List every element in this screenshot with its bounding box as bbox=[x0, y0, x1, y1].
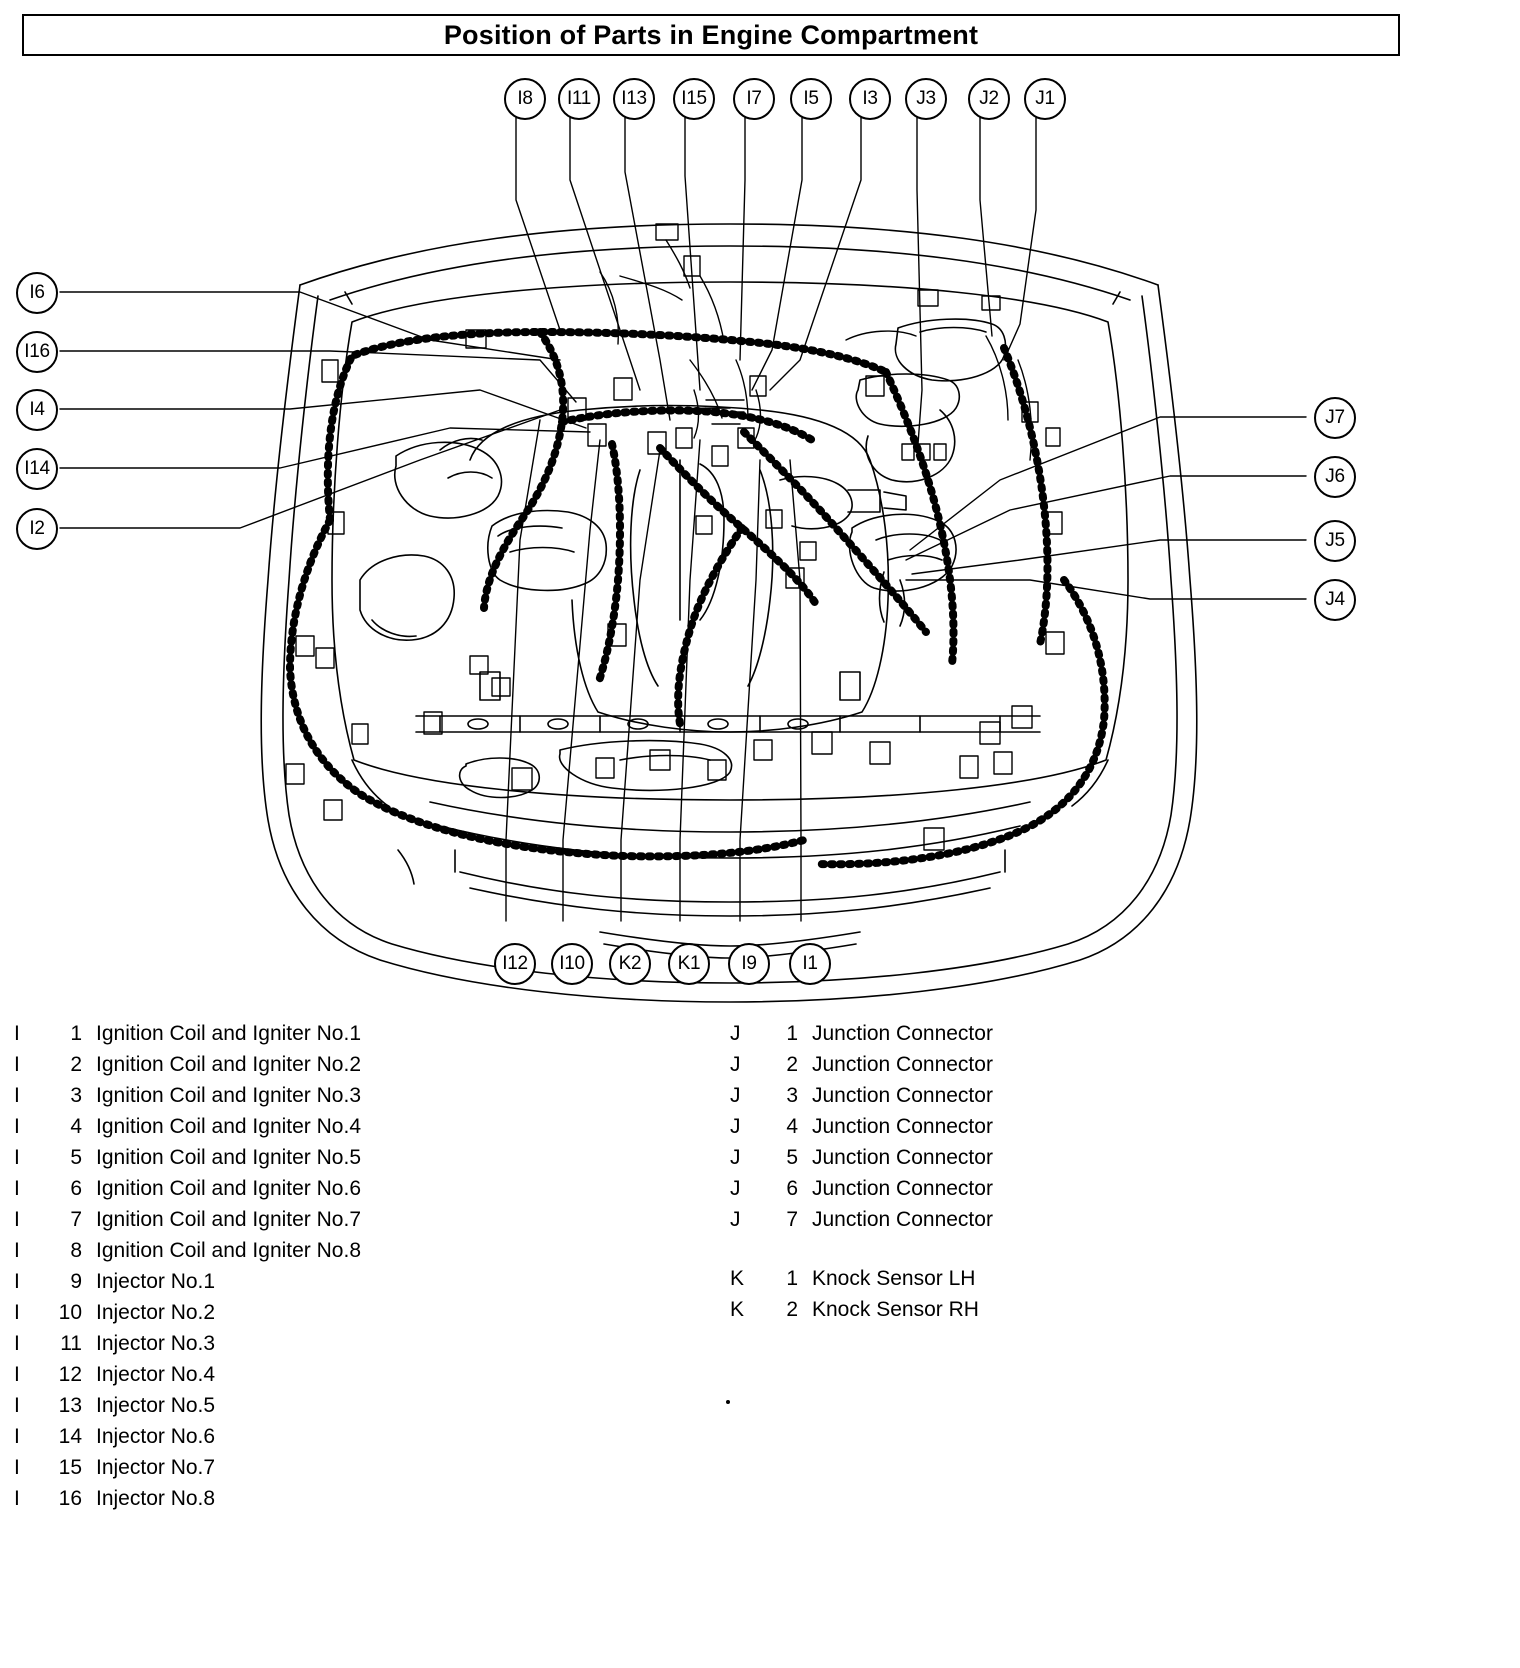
legend-code-number: 13 bbox=[58, 1394, 82, 1417]
legend-label: Junction Connector bbox=[812, 1146, 993, 1169]
list-item bbox=[730, 1298, 1430, 1329]
callout-j2[interactable]: J2 bbox=[968, 78, 1010, 120]
legend-label: Ignition Coil and Igniter No.1 bbox=[96, 1022, 361, 1045]
legend-code-number: 6 bbox=[786, 1177, 798, 1200]
legend-column-jk bbox=[730, 1022, 1430, 1329]
page-marker-dot bbox=[726, 1400, 730, 1404]
callout-i13[interactable]: I13 bbox=[613, 78, 655, 120]
page-title-bar bbox=[22, 14, 1400, 56]
callout-j4[interactable]: J4 bbox=[1314, 579, 1356, 621]
list-item bbox=[730, 1208, 1430, 1239]
callout-k1[interactable]: K1 bbox=[668, 943, 710, 985]
list-item bbox=[14, 1177, 714, 1208]
callout-i10[interactable]: I10 bbox=[551, 943, 593, 985]
legend-label: Ignition Coil and Igniter No.2 bbox=[96, 1053, 361, 1076]
list-item bbox=[14, 1022, 714, 1053]
legend-code-number: 3 bbox=[70, 1084, 82, 1107]
list-item bbox=[730, 1267, 1430, 1298]
legend-label: Junction Connector bbox=[812, 1208, 993, 1231]
legend-label: Junction Connector bbox=[812, 1084, 993, 1107]
callout-i2[interactable]: I2 bbox=[16, 508, 58, 550]
legend-code-letter: I bbox=[14, 1239, 20, 1262]
legend-code-number: 14 bbox=[58, 1425, 82, 1448]
list-item bbox=[730, 1115, 1430, 1146]
callout-i5[interactable]: I5 bbox=[790, 78, 832, 120]
legend-code-number: 2 bbox=[70, 1053, 82, 1076]
legend bbox=[0, 1022, 1520, 1622]
list-item bbox=[14, 1394, 714, 1425]
callout-j5[interactable]: J5 bbox=[1314, 520, 1356, 562]
callout-j3[interactable]: J3 bbox=[905, 78, 947, 120]
diagram-svg bbox=[0, 60, 1460, 1010]
legend-label: Junction Connector bbox=[812, 1053, 993, 1076]
legend-label: Injector No.8 bbox=[96, 1487, 216, 1510]
legend-code-letter: I bbox=[14, 1022, 20, 1045]
legend-code-number: 4 bbox=[786, 1115, 798, 1138]
callout-j6[interactable]: J6 bbox=[1314, 456, 1356, 498]
legend-code-number: 11 bbox=[60, 1332, 82, 1355]
legend-code-number: 5 bbox=[70, 1146, 82, 1169]
list-item bbox=[14, 1208, 714, 1239]
legend-code-number: 1 bbox=[786, 1022, 798, 1045]
engine-compartment-diagram bbox=[0, 60, 1460, 1010]
legend-label: Junction Connector bbox=[812, 1022, 993, 1045]
callout-j1[interactable]: J1 bbox=[1024, 78, 1066, 120]
list-item bbox=[730, 1053, 1430, 1084]
callout-i3[interactable]: I3 bbox=[849, 78, 891, 120]
legend-code-letter: I bbox=[14, 1301, 20, 1324]
legend-code-letter: K bbox=[730, 1298, 745, 1321]
legend-code-letter: I bbox=[14, 1115, 20, 1138]
legend-code-letter: I bbox=[14, 1487, 20, 1510]
legend-code-letter: I bbox=[14, 1053, 20, 1076]
callout-i9[interactable]: I9 bbox=[728, 943, 770, 985]
list-item bbox=[14, 1270, 714, 1301]
legend-label: Ignition Coil and Igniter No.4 bbox=[96, 1115, 361, 1138]
legend-code-number: 12 bbox=[58, 1363, 82, 1386]
list-item bbox=[14, 1115, 714, 1146]
legend-code-letter: I bbox=[14, 1146, 20, 1169]
legend-code-number: 3 bbox=[786, 1084, 798, 1107]
legend-code-letter: I bbox=[14, 1456, 20, 1479]
list-item bbox=[14, 1425, 714, 1456]
legend-code-letter: J bbox=[730, 1084, 741, 1107]
legend-column-i bbox=[14, 1022, 714, 1518]
legend-code-letter: J bbox=[730, 1208, 741, 1231]
list-item bbox=[14, 1301, 714, 1332]
legend-code-number: 9 bbox=[70, 1270, 82, 1293]
callout-i16[interactable]: I16 bbox=[16, 331, 58, 373]
legend-code-letter: I bbox=[14, 1208, 20, 1231]
legend-code-number: 6 bbox=[70, 1177, 82, 1200]
legend-code-letter: I bbox=[14, 1084, 20, 1107]
callout-i8[interactable]: I8 bbox=[504, 78, 546, 120]
list-item bbox=[14, 1146, 714, 1177]
legend-code-letter: I bbox=[14, 1394, 20, 1417]
legend-code-number: 8 bbox=[70, 1239, 82, 1262]
legend-code-letter: K bbox=[730, 1267, 745, 1290]
list-item bbox=[730, 1177, 1430, 1208]
list-item bbox=[14, 1084, 714, 1115]
legend-label: Injector No.7 bbox=[96, 1456, 216, 1479]
list-item bbox=[14, 1487, 714, 1518]
list-item bbox=[14, 1456, 714, 1487]
legend-group-divider bbox=[730, 1239, 1430, 1267]
list-item bbox=[730, 1022, 1430, 1053]
legend-label: Knock Sensor RH bbox=[812, 1298, 979, 1321]
list-item bbox=[730, 1084, 1430, 1115]
legend-label: Ignition Coil and Igniter No.8 bbox=[96, 1239, 361, 1262]
callout-i12[interactable]: I12 bbox=[494, 943, 536, 985]
legend-label: Ignition Coil and Igniter No.3 bbox=[96, 1084, 361, 1107]
legend-label: Knock Sensor LH bbox=[812, 1267, 976, 1290]
legend-code-letter: I bbox=[14, 1177, 20, 1200]
legend-label: Ignition Coil and Igniter No.6 bbox=[96, 1177, 361, 1200]
list-item bbox=[14, 1332, 714, 1363]
legend-code-number: 5 bbox=[786, 1146, 798, 1169]
callout-i4[interactable]: I4 bbox=[16, 389, 58, 431]
legend-code-letter: J bbox=[730, 1053, 741, 1076]
legend-code-letter: J bbox=[730, 1177, 741, 1200]
legend-code-letter: J bbox=[730, 1115, 741, 1138]
legend-label: Injector No.5 bbox=[96, 1394, 216, 1417]
legend-label: Injector No.3 bbox=[96, 1332, 216, 1355]
list-item bbox=[14, 1363, 714, 1394]
callout-j7[interactable]: J7 bbox=[1314, 397, 1356, 439]
callout-k2[interactable]: K2 bbox=[609, 943, 651, 985]
legend-label: Junction Connector bbox=[812, 1115, 993, 1138]
legend-code-number: 2 bbox=[786, 1053, 798, 1076]
legend-code-number: 2 bbox=[786, 1298, 798, 1321]
legend-code-letter: J bbox=[730, 1146, 741, 1169]
legend-code-letter: I bbox=[14, 1332, 20, 1355]
legend-code-number: 15 bbox=[58, 1456, 82, 1479]
list-item bbox=[14, 1239, 714, 1270]
legend-code-number: 16 bbox=[58, 1487, 82, 1510]
callout-i14[interactable]: I14 bbox=[16, 448, 58, 490]
callout-i6[interactable]: I6 bbox=[16, 272, 58, 314]
legend-label: Junction Connector bbox=[812, 1177, 993, 1200]
legend-code-letter: I bbox=[14, 1425, 20, 1448]
legend-code-letter: J bbox=[730, 1022, 741, 1045]
list-item bbox=[14, 1053, 714, 1084]
legend-code-number: 7 bbox=[786, 1208, 798, 1231]
legend-code-number: 1 bbox=[70, 1022, 82, 1045]
legend-code-letter: I bbox=[14, 1270, 20, 1293]
callout-i15[interactable]: I15 bbox=[673, 78, 715, 120]
legend-code-number: 10 bbox=[58, 1301, 82, 1324]
page-title: Position of Parts in Engine Compartment bbox=[443, 19, 979, 50]
legend-code-number: 1 bbox=[786, 1267, 798, 1290]
legend-code-number: 4 bbox=[70, 1115, 82, 1138]
legend-label: Injector No.2 bbox=[96, 1301, 216, 1324]
callout-i11[interactable]: I11 bbox=[558, 78, 600, 120]
legend-label: Ignition Coil and Igniter No.7 bbox=[96, 1208, 361, 1231]
legend-label: Ignition Coil and Igniter No.5 bbox=[96, 1146, 361, 1169]
legend-label: Injector No.4 bbox=[96, 1363, 216, 1386]
callout-i7[interactable]: I7 bbox=[733, 78, 775, 120]
list-item bbox=[730, 1146, 1430, 1177]
legend-code-letter: I bbox=[14, 1363, 20, 1386]
legend-code-number: 7 bbox=[70, 1208, 82, 1231]
legend-label: Injector No.1 bbox=[96, 1270, 216, 1293]
legend-label: Injector No.6 bbox=[96, 1425, 216, 1448]
callout-i1[interactable]: I1 bbox=[789, 943, 831, 985]
